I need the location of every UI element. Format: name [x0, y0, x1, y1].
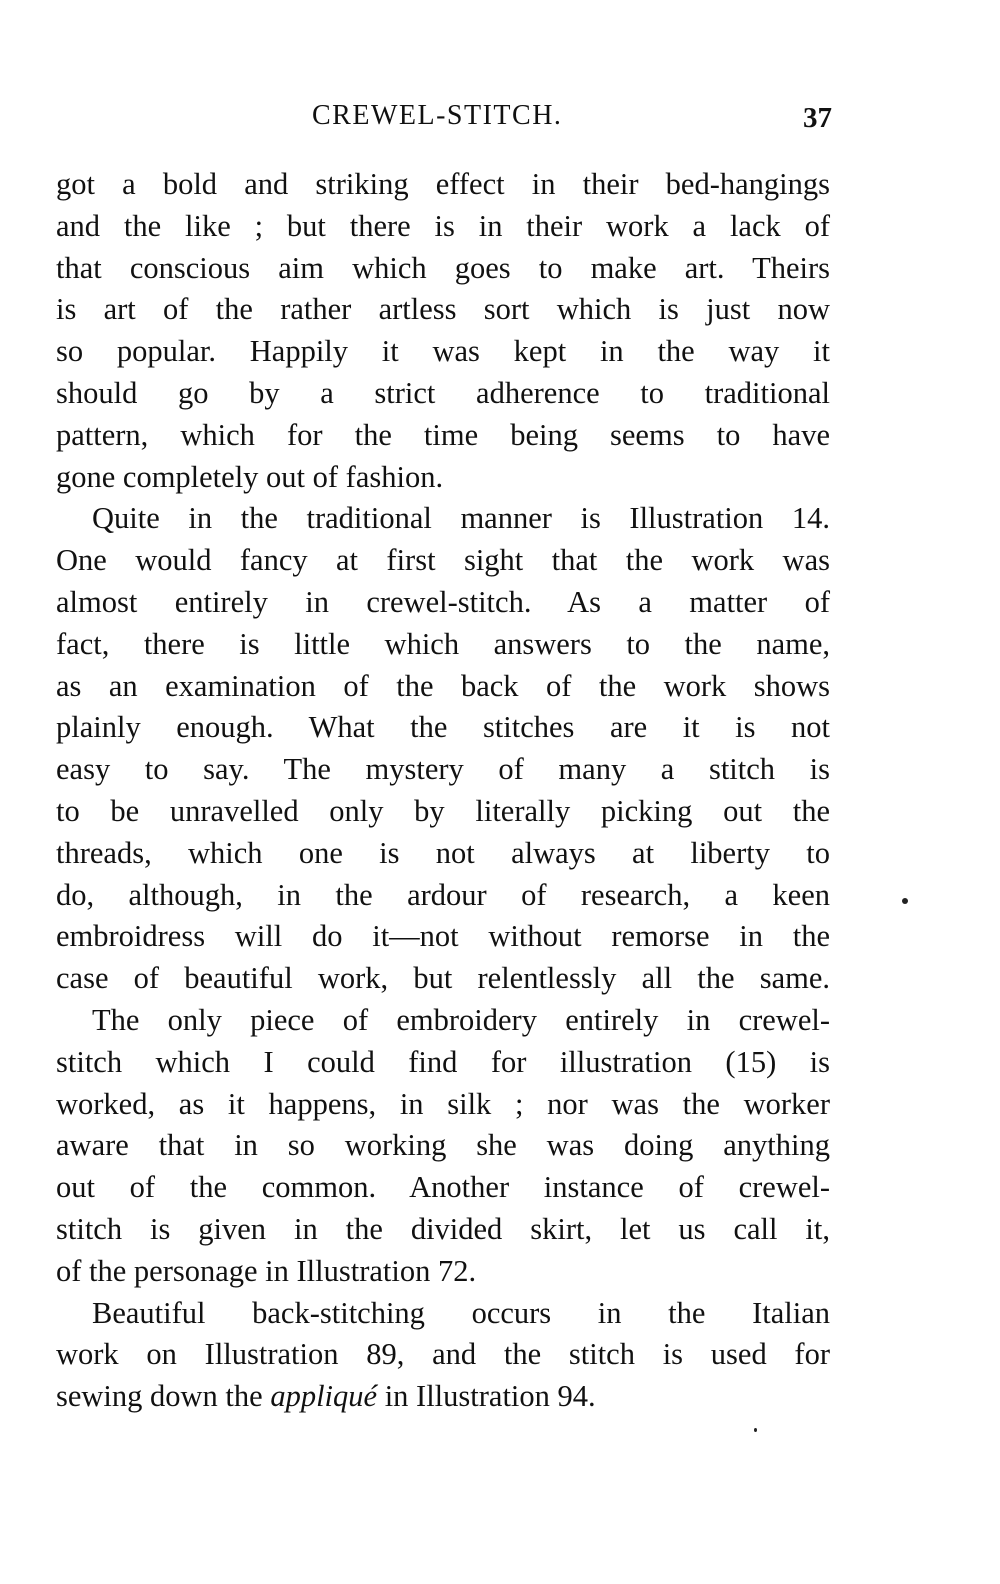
text-line: The only piece of embroidery entirely in crewel-: [92, 1002, 830, 1037]
running-head: [56, 96, 832, 136]
text-line: case of beautiful work, but relentlessly all the same.: [56, 961, 830, 996]
page-number: 37: [803, 102, 832, 134]
text-line: to be unravelled only by literally picking out the: [56, 793, 830, 828]
text-line: out of the common. Another instance of crewel-: [56, 1170, 830, 1205]
margin-speck: [754, 1428, 757, 1432]
margin-speck: [902, 898, 908, 904]
paragraph-3: [56, 1000, 830, 1293]
paragraph-4: [56, 1293, 830, 1418]
text-line: almost entirely in crewel-stitch. As a matter of: [56, 584, 830, 619]
text-line: threads, which one is not always at liberty to: [56, 835, 830, 870]
text-line: do, although, in the ardour of research, a keen: [56, 877, 830, 912]
text-line: gone completely out of fashion.: [56, 459, 444, 494]
text-line: pattern, which for the time being seems to have: [56, 417, 830, 452]
text-line: easy to say. The mystery of many a stitch is: [56, 752, 830, 787]
text-line: plainly enough. What the stitches are it is not: [56, 710, 830, 745]
text-line: got a bold and striking effect in their bed-hangings: [56, 167, 830, 201]
text-line: of the personage in Illustration 72.: [56, 1253, 477, 1288]
paragraph-2: [56, 498, 830, 1000]
text-line: should go by a strict adherence to traditional: [56, 375, 830, 410]
paragraph-1: [56, 164, 830, 498]
text-line: fact, there is little which answers to the name,: [56, 626, 830, 661]
text-line: worked, as it happens, in silk ; nor was the worker: [56, 1086, 830, 1121]
text-line: as an examination of the back of the work shows: [56, 668, 830, 703]
text-line: so popular. Happily it was kept in the way it: [56, 334, 830, 369]
text-line-end: in Illustration 94.: [384, 1379, 596, 1414]
text-line: that conscious aim which goes to make art. Theirs: [56, 250, 830, 285]
text-line: Beautiful back-stitching occurs in the Italian: [92, 1295, 830, 1330]
text-line: stitch is given in the divided skirt, let us call it,: [56, 1211, 830, 1246]
text-line: embroidress will do it—not without remorse in the: [56, 919, 830, 954]
text-line: aware that in so working she was doing anything: [56, 1128, 830, 1163]
text-line: Quite in the traditional manner is Illustration 14.: [92, 501, 830, 536]
text-line: is art of the rather artless sort which is just now: [56, 292, 830, 327]
text-line: and the like ; but there is in their work a lack of: [56, 208, 830, 243]
running-title: CREWEL-STITCH.: [312, 100, 563, 131]
text-line-final: [56, 1376, 830, 1418]
text-line: stitch which I could find for illustration (15) is: [56, 1044, 830, 1079]
text-line-start: sewing down the: [56, 1379, 263, 1414]
body-text: [56, 164, 830, 1418]
italic-term: appliqué: [270, 1379, 378, 1414]
text-line: One would fancy at first sight that the work was: [56, 543, 830, 578]
text-line: work on Illustration 89, and the stitch is used for: [56, 1337, 830, 1372]
